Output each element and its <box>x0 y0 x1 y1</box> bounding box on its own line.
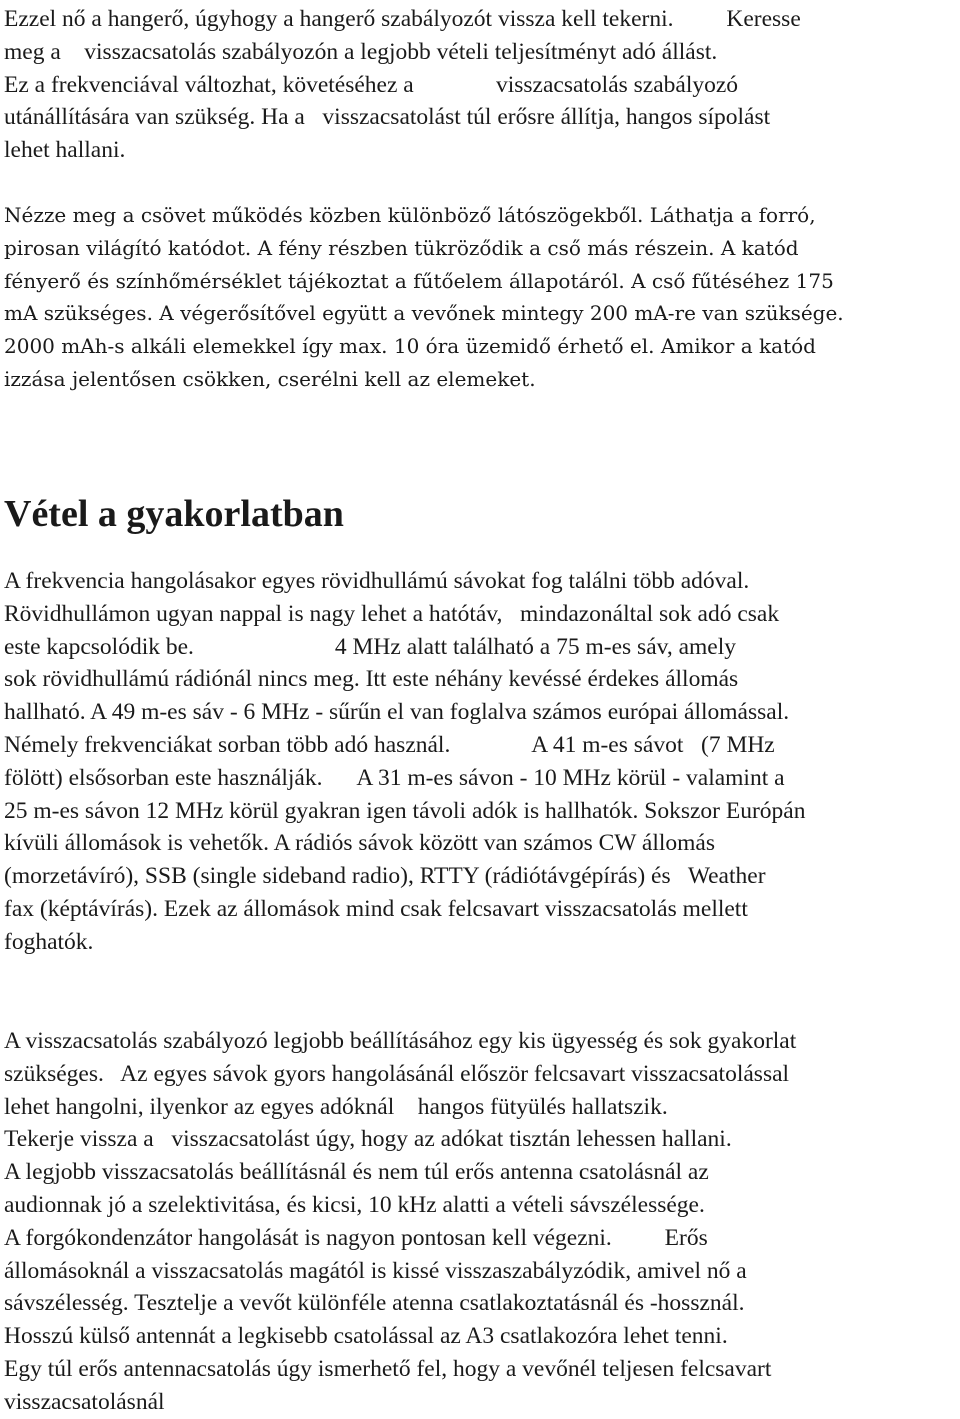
text-line: fölött) elsősorban este használják. A 31 m-es sávon - 10 MHz körül - valamint a <box>4 764 785 791</box>
text-line: meg a visszacsatolás szabályozón a legjobb vételi teljesítményt adó állást. <box>4 38 718 65</box>
text-line: utánállítására van szükség. Ha a visszacsatolást túl erősre állítja, hangos sípolást <box>4 104 771 131</box>
text-line: visszacsatolásnál <box>4 1388 165 1415</box>
reception-paragraph <box>4 565 805 959</box>
text-line: 2000 mAh-s alkáli elemekkel így max. 10 óra üzemidő érhető el. Amikor a katód <box>4 334 816 359</box>
text-line: este kapcsolódik be. 4 MHz alatt található a 75 m-es sáv, amely <box>4 633 737 660</box>
text-line: sok rövidhullámú rádiónál nincs meg. Itt este néhány kevéssé érdekes állomás <box>4 666 739 693</box>
text-line: Ez a frekvenciával változhat, követéséhez a visszacsatolás szabályozó <box>4 71 739 98</box>
text-line: szükséges. Az egyes sávok gyors hangolásánál először felcsavart visszacsatolással <box>4 1060 790 1087</box>
text-line: fényerő és színhőmérséklet tájékoztat a fűtőelem állapotáról. A cső fűtéséhez 175 <box>4 268 834 293</box>
text-line: A legjobb visszacsatolás beállításnál és nem túl erős antenna csatolásnál az <box>4 1159 709 1186</box>
text-line: állomásoknál a visszacsatolás magától is kissé visszaszabályzódik, amivel nő a <box>4 1257 747 1284</box>
text-line: Ezzel nő a hangerő, úgyhogy a hangerő szabályozót vissza kell tekerni. Keresse <box>4 6 801 32</box>
text-line: A frekvencia hangolásakor egyes rövidhullámú sávokat fog találni több adóval. <box>4 568 750 594</box>
text-line: pirosan világító katódot. A fény részben tükröződik a cső más részein. A katód <box>4 235 799 260</box>
feedback-paragraph <box>4 1025 796 1419</box>
section-heading: Vétel a gyakorlatban <box>4 493 344 535</box>
text-line: sávszélesség. Tesztelje a vevőt különféle atenna csatlakoztatásnál és -hossznál. <box>4 1290 745 1317</box>
text-line: 25 m-es sávon 12 MHz körül gyakran igen távoli adók is hallhatók. Sokszor Európán <box>4 797 806 824</box>
tube-paragraph <box>4 199 844 396</box>
text-line: (morzetávíró), SSB (single sideband radio), RTTY (rádiótávgépírás) és Weather <box>4 863 766 890</box>
text-line: mA szükséges. A végerősítővel együtt a vevőnek mintegy 200 mA-re van szüksége. <box>4 301 844 326</box>
text-line: lehet hangolni, ilyenkor az egyes adóknál hangos fütyülés hallatszik. <box>4 1093 668 1120</box>
text-line: audionnak jó a szelektivitása, és kicsi, 10 kHz alatti a vételi sávszélessége. <box>4 1191 705 1218</box>
text-line: A forgókondenzátor hangolását is nagyon pontosan kell végezni. Erős <box>4 1224 708 1251</box>
text-line: fax (képtávírás). Ezek az állomások mind csak felcsavart visszacsatolás mellett <box>4 895 748 922</box>
text-line: Tekerje vissza a visszacsatolást úgy, hogy az adókat tisztán lehessen hallani. <box>4 1126 732 1153</box>
text-line: Hosszú külső antennát a legkisebb csatolással az A3 csatlakozóra lehet tenni. <box>4 1323 728 1350</box>
text-line: Egy túl erős antennacsatolás úgy ismerhető fel, hogy a vevőnél teljesen felcsavart <box>4 1355 772 1382</box>
text-line: Némely frekvenciákat sorban több adó használ. A 41 m-es sávot (7 MHz <box>4 731 775 758</box>
text-line: A visszacsatolás szabályozó legjobb beállításához egy kis ügyesség és sok gyakorlat <box>4 1028 797 1054</box>
text-line: kívüli állomások is vehetők. A rádiós sávok között van számos CW állomás <box>4 830 716 857</box>
text-line: Rövidhullámon ugyan nappal is nagy lehet a hatótáv, mindazonáltal sok adó csak <box>4 600 780 627</box>
text-line: Nézze meg a csövet működés közben különböző látószögekből. Láthatja a forró, <box>4 203 816 227</box>
text-line: lehet hallani. <box>4 137 126 164</box>
intro-paragraph <box>4 3 801 167</box>
text-line: izzása jelentősen csökken, cserélni kell az elemeket. <box>4 366 536 391</box>
text-line: hallható. A 49 m-es sáv - 6 MHz - sűrűn el van foglalva számos európai állomással. <box>4 699 790 726</box>
text-line: foghatók. <box>4 928 94 955</box>
